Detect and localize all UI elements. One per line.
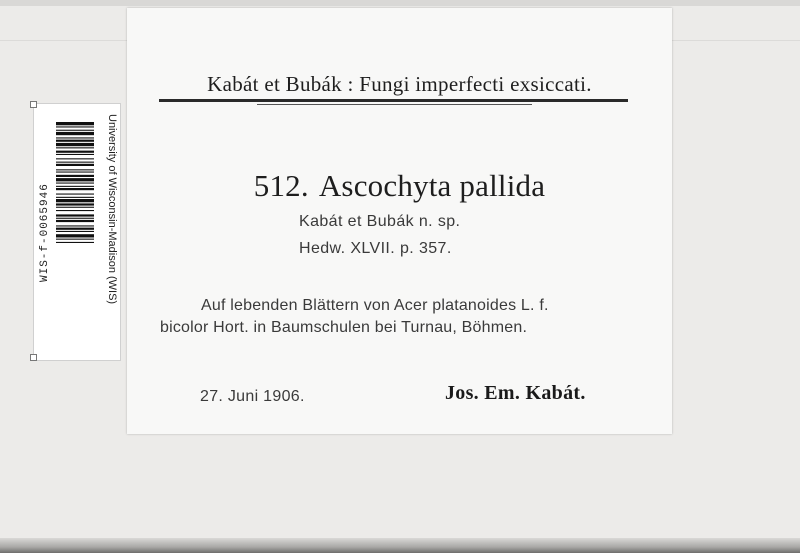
barcode-label [33,103,121,361]
exsiccata-number: 512. [253,168,309,203]
corner-mark-icon [30,354,37,361]
habitat-line-1: Auf lebenden Blättern von Acer platanoides L. f. [201,297,549,314]
herbarium-label [127,8,672,434]
species-name: Ascochyta pallida [318,168,546,203]
header-rule [159,99,628,102]
sheet-bottom-edge [0,538,800,553]
collection-date: 27. Juni 1906. [200,388,305,405]
habitat-line-2: bicolor Hort. in Baumschulen bei Turnau, Böhmen. [160,319,528,336]
collector-name: Jos. Em. Kabát. [445,382,586,404]
literature-citation: Hedw. XLVII. p. 357. [299,240,452,257]
barcode-icon [56,122,94,338]
species-authority: Kabát et Bubák n. sp. [299,213,461,230]
header-rule-thin [257,104,532,105]
series-header: Kabát et Bubák : Fungi imperfecti exsiccati. [207,72,592,96]
catalog-number: WIS-f-0065946 [39,183,51,283]
sheet-top-edge [0,0,800,6]
corner-mark-icon [30,101,37,108]
institution-name: University of Wisconsin-Madison (WIS) [106,114,118,305]
species-title [127,168,672,204]
